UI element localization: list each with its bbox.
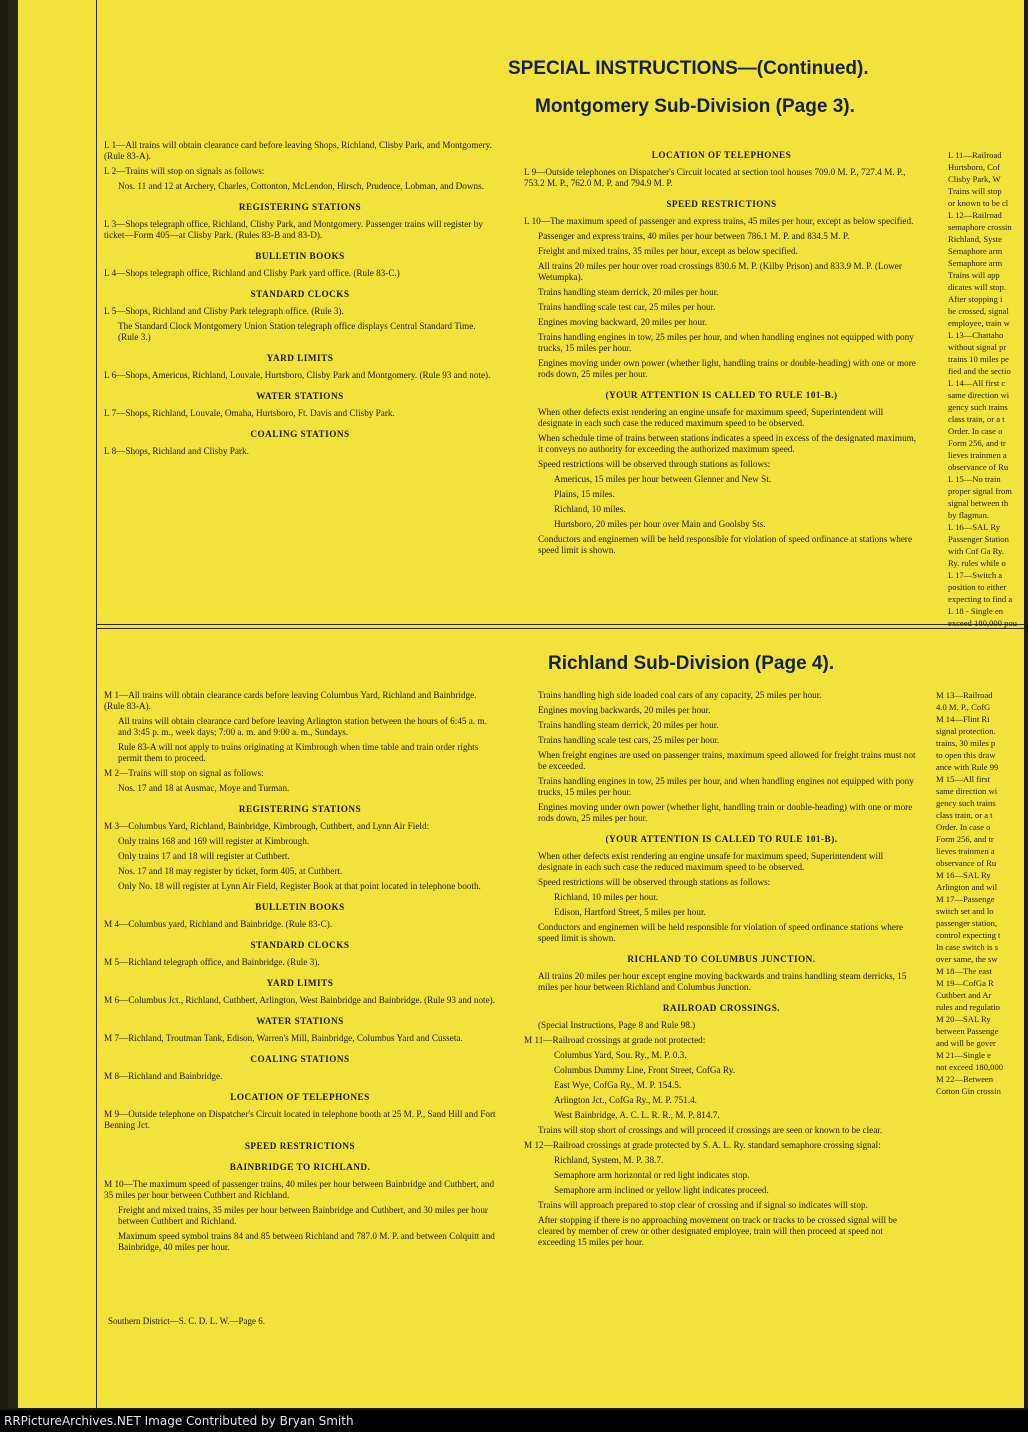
cut-off-line: be crossed, signal (948, 306, 1009, 316)
cut-off-line: Clisby Park, W (948, 174, 1001, 184)
section-heading: BULLETIN BOOKS (255, 902, 345, 912)
paragraph: All trains 20 miles per hour except engine moving backwards and trains handling steam derricks, 15 miles per hour between Richland and Columbus Junction. (538, 971, 907, 992)
cut-off-line: lieves trainmen a (936, 846, 995, 856)
paragraph: Only No. 18 will register at Lynn Air Field, Register Book at that point located in telephone booth. (118, 881, 481, 891)
cut-off-line: L 12—Railroad (948, 210, 1002, 220)
list-item: Richland, 10 miles per hour. (554, 892, 659, 902)
section-heading: YARD LIMITS (266, 353, 334, 363)
list-item: West Bainbridge, A. C. L. R. R., M. P. 814.7. (554, 1110, 720, 1120)
paragraph: Freight and mixed trains, 35 miles per hour between Bainbridge and Cuthbert, and 30 miles per hour between Cuthbert and Richland. (118, 1205, 488, 1226)
section-heading: YARD LIMITS (266, 978, 334, 988)
section-heading: LOCATION OF TELEPHONES (651, 150, 792, 160)
cut-off-line: Cotton Gin crossin (936, 1086, 1001, 1096)
paragraph: Trains handling high side loaded coal cars of any capacity, 25 miles per hour. (538, 690, 822, 700)
cut-off-line: Passenger Station (948, 534, 1009, 544)
paragraph: Conductors and enginemen will be held responsible for violation of speed ordinance at stations where speed limit is shown. (538, 534, 913, 555)
cut-off-line: Form 256, and tr (936, 834, 994, 844)
cut-off-line: with Cof Ga Ry. (948, 546, 1004, 556)
list-item: Richland, 10 miles. (554, 504, 626, 514)
cut-off-line: Ry. rules while o (948, 558, 1006, 568)
cut-off-line: employee, train w (948, 318, 1010, 328)
richland-middle-column (524, 690, 919, 1300)
cut-off-line: switch set and lo (936, 906, 994, 916)
list-item: Americus, 15 miles per hour between Glenner and New St. (554, 474, 772, 484)
cut-off-line: M 14—Flint Ri (936, 714, 990, 724)
cut-off-line: Semaphore arm (948, 258, 1003, 268)
list-item: Hurtsboro, 20 miles per hour over Main and Goolsby Sts. (554, 519, 766, 529)
rule-paragraph: M 12—Railroad crossings at grade protected by S. A. L. Ry. standard semaphore crossing signal: (524, 1140, 881, 1150)
paragraph: Trains handling engines in tow, 25 miles per hour, and when handling engines not equipped with pony trucks, 15 miles per hour. (538, 776, 914, 797)
cut-off-line: M 20—SAL Ry (936, 1014, 991, 1024)
paragraph: Maximum speed symbol trains 84 and 85 between Richland and 787.0 M. P. and between Colquitt and Bainbridge, 40 miles per hour. (118, 1231, 495, 1252)
rule-paragraph: L 6—Shops, Americus, Richland, Louvale, Hurtsboro, Clisby Park and Montgomery. (Rule 93 and note). (104, 370, 491, 380)
cut-off-line: same direction wi (948, 390, 1010, 400)
paragraph: Conductors and enginemen will be held responsible for violation of speed ordinance stations where speed limit is shown. (538, 922, 904, 943)
cut-off-line: semaphore crossin (948, 222, 1012, 232)
section-heading: REGISTERING STATIONS (238, 202, 362, 212)
section-heading: RICHLAND TO COLUMBUS JUNCTION. (627, 954, 816, 964)
cut-off-line: observance of Ru (936, 858, 997, 868)
section-heading: BULLETIN BOOKS (255, 251, 345, 261)
rule-paragraph: M 2—Trains will stop on signal as follows: (104, 768, 264, 778)
rule-paragraph: L 4—Shops telegraph office, Richland and Clisby Park yard office. (Rule 83-C.) (104, 268, 400, 278)
section-heading: WATER STATIONS (256, 1016, 344, 1026)
paragraph: (Special Instructions, Page 8 and Rule 98.) (538, 1020, 696, 1030)
cut-off-line: M 18—The east (936, 966, 992, 976)
cut-off-line: Cuthbert and Ar (936, 990, 992, 1000)
section-heading: RAILROAD CROSSINGS. (662, 1003, 781, 1013)
rule-paragraph: M 1—All trains will obtain clearance cards before leaving Columbus Yard, Richland and Bainbridge. (Rule 83-A). (104, 690, 477, 711)
richland-right-column-cut (936, 690, 1024, 1300)
cut-off-line: between Passenge (936, 1026, 999, 1036)
cut-off-line: to open this draw (936, 750, 996, 760)
cut-off-line: same direction wi (936, 786, 998, 796)
list-item: Plains, 15 miles. (554, 489, 615, 499)
paragraph: Nos. 17 and 18 may register by ticket, form 405, at Cuthbert. (118, 866, 343, 876)
montgomery-left-column (104, 140, 496, 620)
paragraph: Engines moving under own power (whether light, handling trains or double-heading) with one or more rods down, 25 miles per hour. (538, 358, 916, 379)
paragraph: The Standard Clock Montgomery Union Station telegraph office displays Central Standard Time. (Rule 3.) (118, 321, 476, 342)
cut-off-line: trains, 30 miles p (936, 738, 996, 748)
paragraph: Passenger and express trains, 40 miles per hour between 786.1 M. P. and 834.5 M. P. (538, 231, 850, 241)
section-divider-rule-2 (96, 628, 1026, 629)
paragraph: Trains handling engines in tow, 25 miles per hour, and when handling engines not equipped with pony trucks, 15 miles per hour. (538, 332, 914, 353)
section-heading: COALING STATIONS (250, 429, 350, 439)
cut-off-line: M 16—SAL Ry (936, 870, 991, 880)
list-item: Arlington Jct., CofGa Ry., M. P. 751.4. (554, 1095, 697, 1105)
paragraph: Engines moving backward, 20 miles per hour. (538, 317, 707, 327)
list-item: Columbus Dummy Line, Front Street, CofGa Ry. (554, 1065, 735, 1075)
cut-off-line: proper signal from (948, 486, 1012, 496)
rule-paragraph: M 8—Richland and Bainbridge. (104, 1071, 223, 1081)
cut-off-line: L 14—All first c (948, 378, 1006, 388)
rule-paragraph: M 6—Columbus Jct., Richland, Cuthbert, Arlington, West Bainbridge and Bainbridge. (Rule 93 and note). (104, 995, 496, 1005)
cut-off-line: exceed 180,000 pou (948, 618, 1017, 628)
rule-paragraph: M 4—Columbus yard, Richland and Bainbridge. (Rule 83-C). (104, 919, 333, 929)
cut-off-line: Richland, Syste (948, 234, 1002, 244)
cut-off-line: M 19—CofGa R (936, 978, 994, 988)
paragraph: Speed restrictions will be observed through stations as follows: (538, 459, 771, 469)
rule-paragraph: M 10—The maximum speed of passenger trains, 40 miles per hour between Bainbridge and Cuthbert, and 35 miles per hour between Cuthbert and Richland. (104, 1179, 495, 1200)
cut-off-line: fied and the sectio (948, 366, 1011, 376)
cut-off-line: or known to be cl (948, 198, 1009, 208)
cut-off-line: M 13—Railroad (936, 690, 993, 700)
rule-paragraph: M 9—Outside telephone on Dispatcher's Circuit located in telephone booth at 25 M. P., Sand Hill and Fort Benning Jct. (104, 1109, 496, 1130)
left-margin-rule (96, 0, 97, 1408)
cut-off-line: class train, or a t (936, 810, 993, 820)
paragraph: When other defects exist rendering an engine unsafe for maximum speed, Superintendent will designate in each such case the reduced maximum speed to be observed. (538, 851, 884, 872)
section-heading: COALING STATIONS (250, 1054, 350, 1064)
cut-off-line: M 22—Between (936, 1074, 994, 1084)
paragraph: After stopping if there is no approaching movement on track or tracks to be crossed signal will be cleared by member of crew or other designated employee, train will then proceed at speed not exceeding 15 miles per hour. (538, 1215, 897, 1247)
section-heading: SPEED RESTRICTIONS (666, 199, 777, 209)
paragraph: Trains will stop short of crossings and will proceed if crossings are seen or known to be clear. (538, 1125, 883, 1135)
cut-off-line: gency such trains (948, 402, 1008, 412)
rule-paragraph: M 11—Railroad crossings at grade not protected: (524, 1035, 706, 1045)
page-binding-edge (8, 0, 18, 1408)
cut-off-line: L 15—No train (948, 474, 1001, 484)
list-item: Richland, System, M. P. 38.7. (554, 1155, 664, 1165)
cut-off-line: not exceed 180,000 (936, 1062, 1004, 1072)
cut-off-line: After stopping i (948, 294, 1003, 304)
cut-off-line: position to either (948, 582, 1007, 592)
cut-off-line: signal protection. (936, 726, 996, 736)
cut-off-line: passenger station, (936, 918, 998, 928)
paragraph: Trains handling scale test car, 25 miles per hour. (538, 302, 716, 312)
section-heading: SPEED RESTRICTIONS (244, 1141, 356, 1151)
list-item: Semaphore arm inclined or yellow light indicates proceed. (554, 1185, 769, 1195)
list-item: Columbus Yard, Sou. Ry., M. P. 0.3. (554, 1050, 687, 1060)
paragraph: Only trains 168 and 169 will register at Kimbrough. (118, 836, 310, 846)
section-divider-rule (96, 624, 1026, 625)
paragraph: Trains handling steam derrick, 20 miles per hour. (538, 287, 719, 297)
cut-off-line: control expecting t (936, 930, 1001, 940)
paragraph: Engines moving under own power (whether light, handling train or double-heading) with one or more rods down, 25 miles per hour. (538, 802, 913, 823)
cut-off-line: L 13—Chattaho (948, 330, 1004, 340)
section-heading: (YOUR ATTENTION IS CALLED TO RULE 101-B.) (605, 390, 838, 400)
cut-off-line: Semaphore arm (948, 246, 1003, 256)
rule-paragraph: L 1—All trains will obtain clearance card before leaving Shops, Richland, Clisby Park, and Montgomery. (Rule 83-A). (104, 140, 492, 161)
watermark-credit: RRPictureArchives.NET Image Contributed by Bryan Smith (0, 1410, 1028, 1432)
cut-off-line: M 21—Single e (936, 1050, 991, 1060)
cut-off-line: dicates will stop. (948, 282, 1006, 292)
paragraph: Speed restrictions will be observed through stations as follows: (538, 877, 771, 887)
rule-paragraph: L 5—Shops, Richland and Clisby Park telegraph office. (Rule 3). (104, 306, 344, 316)
paragraph: Nos. 11 and 12 at Archery, Charles, Cottonton, McLendon, Hirsch, Prudence, Lobman, and Downs. (118, 181, 484, 191)
paragraph: When other defects exist rendering an engine unsafe for maximum speed, Superintendent will designate in each such case the reduced maximum speed to be observed. (538, 407, 884, 428)
paragraph: Rule 83-A will not apply to trains originating at Kimbrough when time table and train order rights permit them to proceed. (118, 742, 479, 763)
cut-off-line: In case switch is s (936, 942, 999, 952)
rule-paragraph: L 9—Outside telephones on Dispatcher's Circuit located at section tool houses 709.0 M. P., 727.4 M. P., 753.2 M. P., 762.0 M. P. and 794.9 M. P. (524, 167, 906, 188)
cut-off-line: signal between th (948, 498, 1009, 508)
section-heading: REGISTERING STATIONS (238, 804, 362, 814)
cut-off-line: L 11—Railroad (948, 150, 1002, 160)
section-heading: LOCATION OF TELEPHONES (230, 1092, 370, 1102)
special-instructions-title: SPECIAL INSTRUCTIONS—(Continued). (508, 58, 869, 79)
rule-paragraph: L 7—Shops, Richland, Louvale, Omaha, Hurtsboro, Ft. Davis and Clisby Park. (104, 408, 395, 418)
cut-off-line: over same, the sw (936, 954, 998, 964)
section-heading: STANDARD CLOCKS (250, 940, 350, 950)
cut-off-line: observance of Ru (948, 462, 1009, 472)
paragraph: All trains 20 miles per hour over road crossings 830.6 M. P. (Kilby Prison) and 833.9 M. P. (Lower Wetumpka). (538, 261, 902, 282)
montgomery-middle-column (524, 140, 919, 620)
paragraph: Trains handling steam derrick, 20 miles per hour. (538, 720, 719, 730)
cut-off-line: and will be gover (936, 1038, 996, 1048)
list-item: Edison, Hartford Street, 5 miles per hour. (554, 907, 706, 917)
rule-paragraph: M 3—Columbus Yard, Richland, Bainbridge, Kimbrough, Cuthbert, and Lynn Air Field: (104, 821, 430, 831)
richland-subdivision-title: Richland Sub-Division (Page 4). (548, 653, 835, 674)
paragraph: When schedule time of trains between stations indicates a speed in excess of the designated maximum, it conveys no authority for exceeding the authorized maximum speed. (538, 433, 917, 454)
cut-off-line: Trains will app (948, 270, 1000, 280)
cut-off-line: M 15—All first (936, 774, 990, 784)
cut-off-line: rules and regulatio (936, 1002, 1000, 1012)
cut-off-line: Order. In case o (948, 426, 1003, 436)
cut-off-line: ance with Rule 99 (936, 762, 999, 772)
paragraph: Engines moving backwards, 20 miles per hour. (538, 705, 711, 715)
paragraph: Trains handling scale test cars, 25 miles per hour. (538, 735, 720, 745)
cut-off-line: L 18 - Single en (948, 606, 1004, 616)
richland-left-column (104, 690, 496, 1300)
cut-off-line: trains 10 miles pe (948, 354, 1009, 364)
paragraph: All trains will obtain clearance card before leaving Arlington station between the hours of 6:45 a. m. and 3:45 p. m., week days; 7:00 a. m. and 9:00 a. m., Sundays. (118, 716, 487, 737)
section-heading: STANDARD CLOCKS (250, 289, 350, 299)
paragraph: Nos. 17 and 18 at Ausmac, Moye and Turman. (118, 783, 290, 793)
montgomery-subdivision-title: Montgomery Sub-Division (Page 3). (535, 96, 855, 117)
montgomery-right-column-cut (948, 150, 1024, 628)
paragraph: Trains will approach prepared to stop clear of crossing and if signal so indicates will stop. (538, 1200, 868, 1210)
cut-off-line: without signal pr (948, 342, 1007, 352)
cut-off-line: Order. In case o (936, 822, 991, 832)
cut-off-line: Hurtsboro, Cof (948, 162, 1001, 172)
cut-off-line: 4.0 M. P., CofG (936, 702, 991, 712)
page-footer: Southern District—S. C. D. L. W.—Page 6. (108, 1316, 265, 1326)
list-item: Semaphore arm horizontal or red light indicates stop. (554, 1170, 750, 1180)
section-heading: BAINBRIDGE TO RICHLAND. (229, 1162, 371, 1172)
cut-off-line: Arlington and wil (936, 882, 998, 892)
rule-paragraph: M 7—Richland, Troutman Tank, Edison, Warren's Mill, Bainbridge, Columbus Yard and Cusseta. (104, 1033, 463, 1043)
rule-paragraph: L 2—Trains will stop on signals as follows: (104, 166, 265, 176)
cut-off-line: expecting to find a (948, 594, 1013, 604)
document-page (8, 0, 1024, 1408)
cut-off-line: L 17—Switch a (948, 570, 1003, 580)
section-heading: (YOUR ATTENTION IS CALLED TO RULE 101-B). (605, 834, 838, 844)
rule-paragraph: L 10—The maximum speed of passenger and express trains, 45 miles per hour, except as below specified. (524, 216, 914, 226)
cut-off-line: by flagman. (948, 510, 990, 520)
paragraph: Freight and mixed trains, 35 miles per hour, except as below specified. (538, 246, 798, 256)
rule-paragraph: L 8—Shops, Richland and Clisby Park. (104, 446, 249, 456)
cut-off-line: class train, or a t (948, 414, 1005, 424)
paragraph: Only trains 17 and 18 will register at Cuthbert. (118, 851, 290, 861)
cut-off-line: L 16—SAL Ry (948, 522, 1001, 532)
rule-paragraph: M 5—Richland telegraph office, and Bainbridge. (Rule 3). (104, 957, 320, 967)
list-item: East Wye, CofGa Ry., M. P. 154.5. (554, 1080, 682, 1090)
cut-off-line: M 17—Passenge (936, 894, 995, 904)
rule-paragraph: L 3—Shops telegraph office, Richland, Clisby Park, and Montgomery. Passenger trains will register by ticket—Form 405—at Clisby Park. (Rules 83-B and 83-D). (104, 219, 483, 240)
section-heading: WATER STATIONS (256, 391, 344, 401)
cut-off-line: gency such trains (936, 798, 996, 808)
cut-off-line: lieves trainmen a (948, 450, 1007, 460)
cut-off-line: Trains will stop (948, 186, 1002, 196)
cut-off-line: Form 256, and tr (948, 438, 1006, 448)
paragraph: When freight engines are used on passenger trains, maximum speed allowed for freight trains must not be exceeded. (538, 750, 916, 771)
